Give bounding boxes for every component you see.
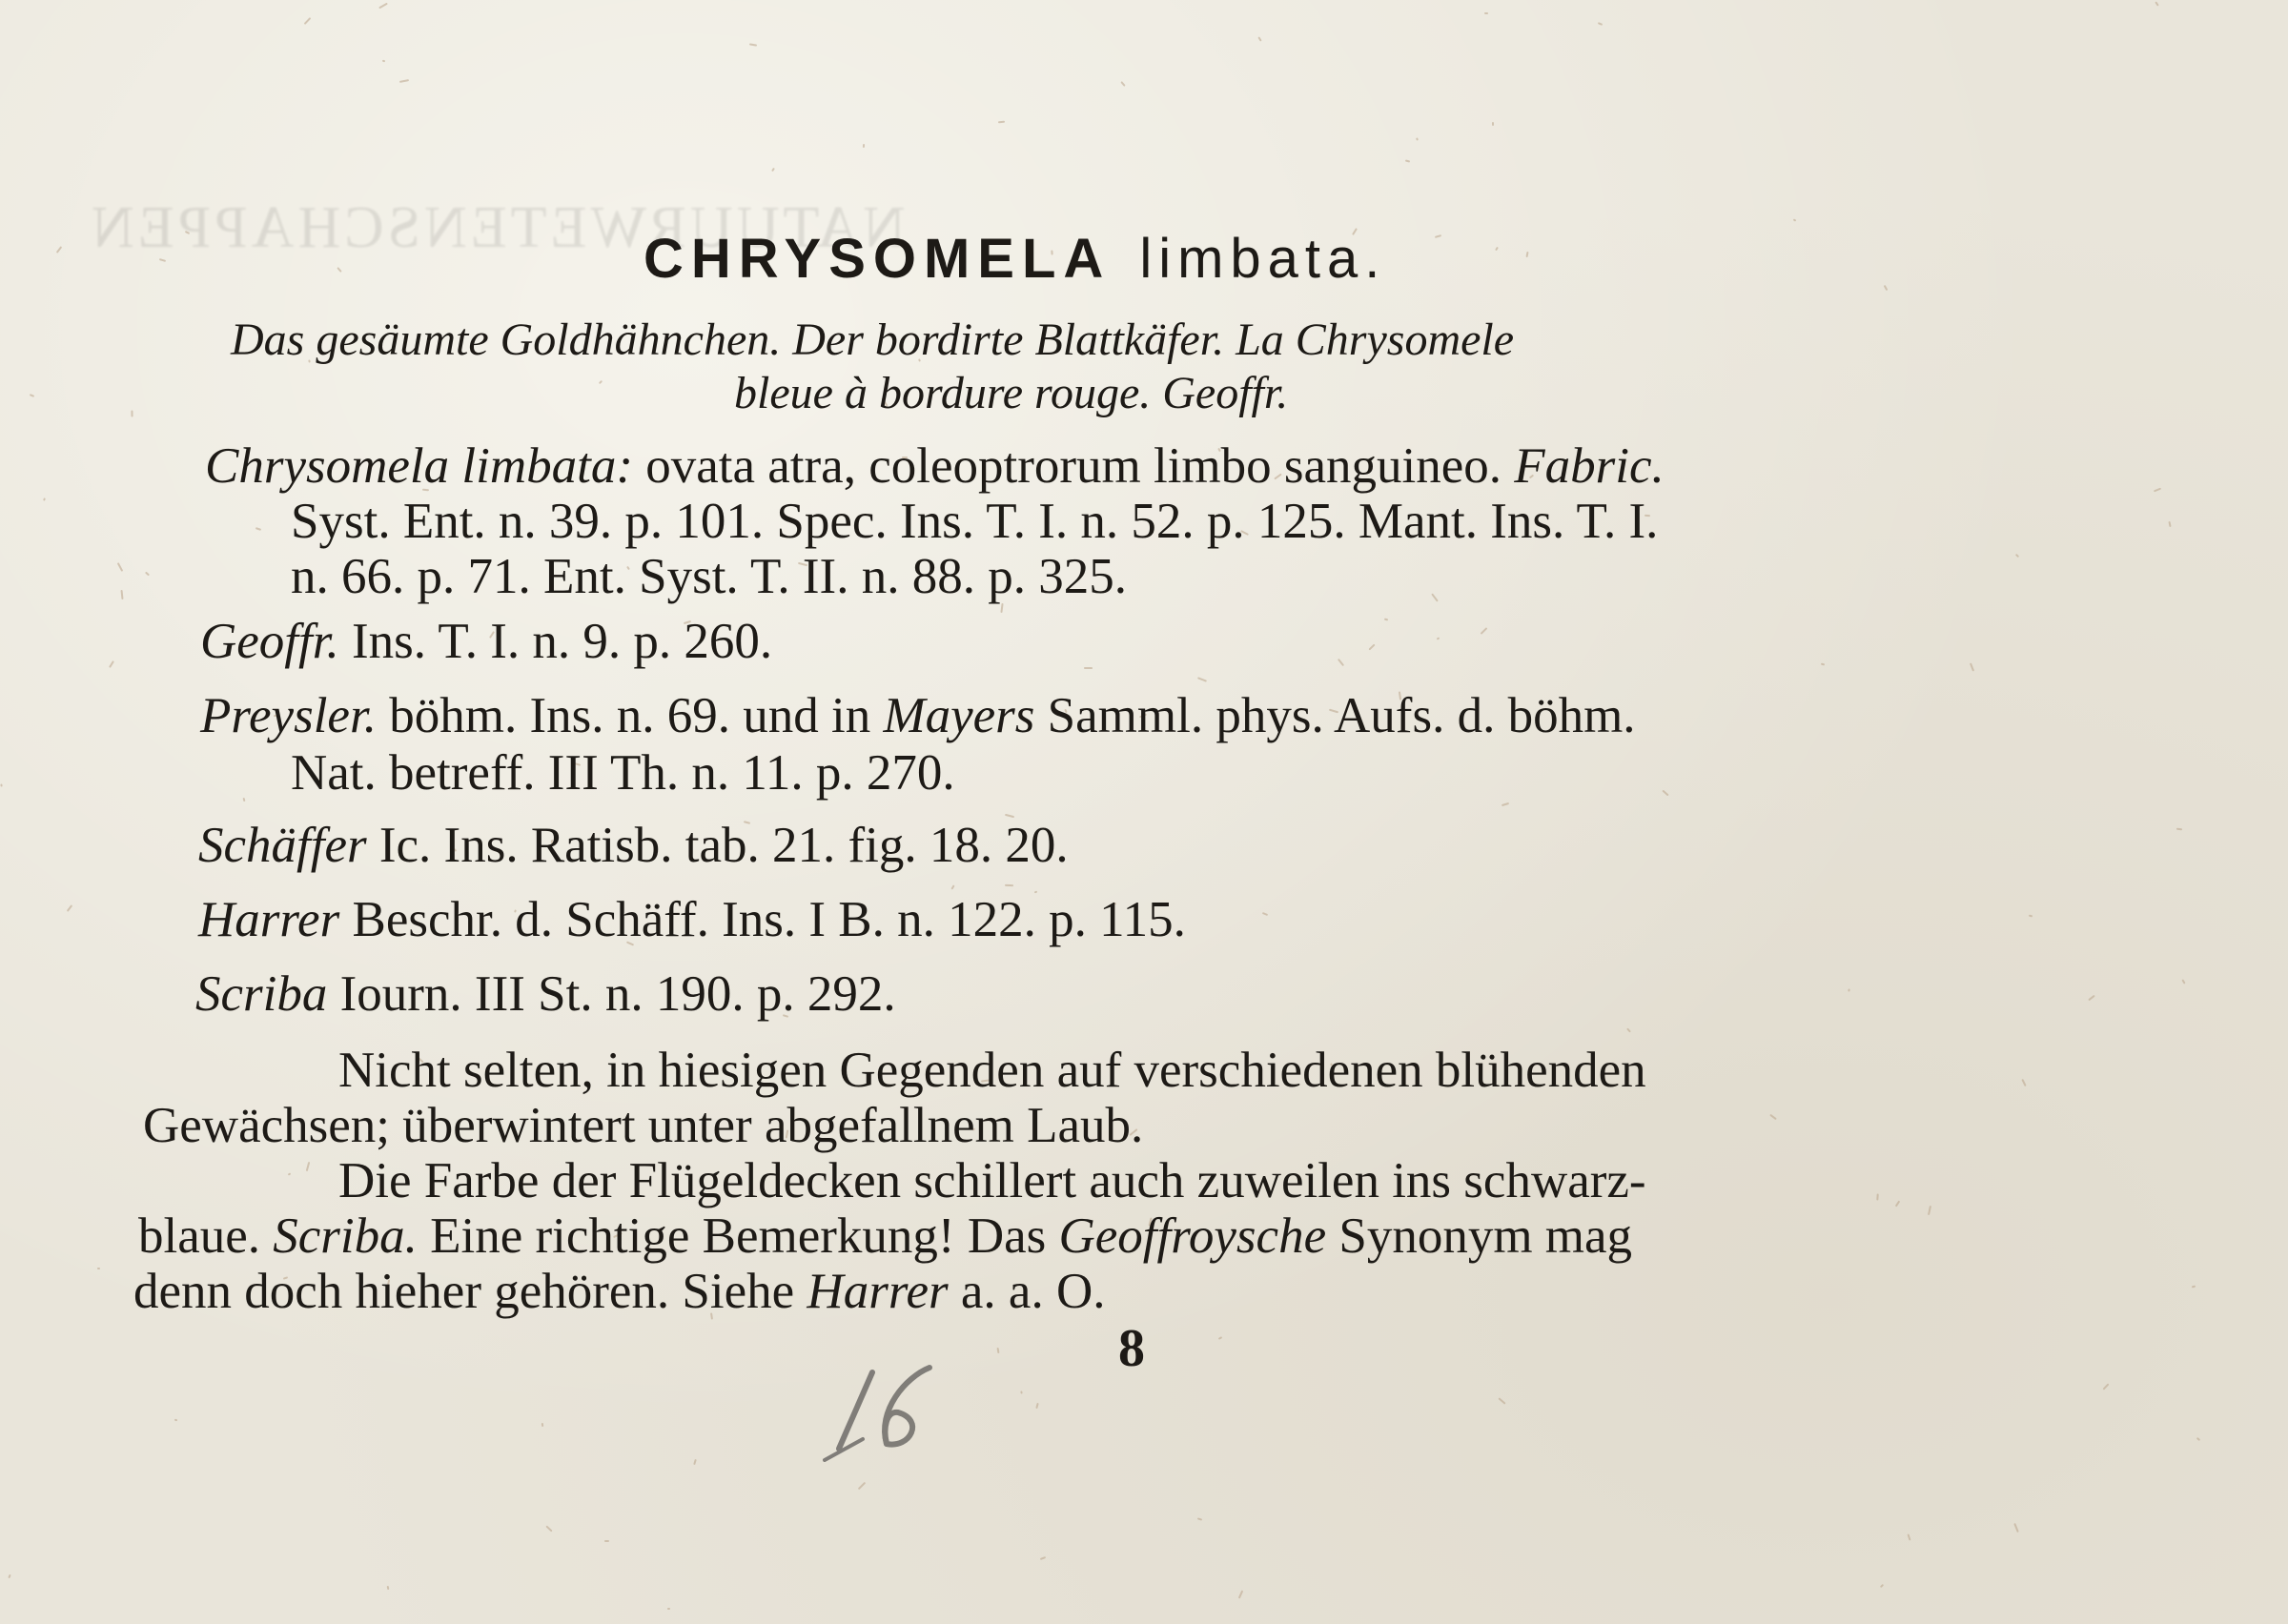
reference-author: Preysler. — [200, 688, 377, 743]
reference-schaeffer — [198, 816, 1069, 875]
body-text: a. a. O. — [960, 1264, 1106, 1319]
reference-scriba — [195, 964, 896, 1024]
common-names-line-2: bleue à bordure rouge. Geoffr. — [734, 368, 1289, 418]
reference-text: ovata atra, coleoptrorum limbo sanguineo. — [633, 438, 1502, 494]
reference-text: Beschr. d. Schäff. Ins. I B. n. 122. p. 115. — [339, 892, 1186, 947]
reference-harrer — [198, 890, 1186, 949]
body-paragraph-2-line-2 — [138, 1207, 1632, 1266]
body-text: Eine richtige Bemerkung! Das — [430, 1208, 1047, 1264]
body-author-geoffroy: Geoffroysche — [1058, 1208, 1327, 1264]
bleed-stamp-text: NATUURWETENSCHAPPEN — [88, 195, 906, 260]
reference-author: Geoffr. — [200, 614, 339, 669]
page-title — [644, 221, 1635, 297]
pencil-mark-stroke — [839, 1372, 872, 1449]
reference-fabricius-line-3: n. 66. p. 71. Ent. Syst. T. II. n. 88. p. 325. — [291, 549, 1127, 604]
body-author-harrer: Harrer — [807, 1264, 949, 1319]
body-text: Synonym mag — [1338, 1208, 1633, 1264]
body-text: denn doch hieher gehören. Siehe — [133, 1264, 795, 1319]
body-paragraph-1-line-2: Gewächsen; überwintert unter abgefallnem Laub. — [143, 1098, 1144, 1153]
reference-preysler-line-1 — [200, 686, 1636, 745]
reference-text-rest: Samml. phys. Aufs. d. böhm. — [1034, 688, 1636, 743]
reference-fabricius-line-1 — [205, 436, 1665, 496]
page-number: 8 — [1118, 1319, 1145, 1378]
reference-fabricius-line-2: Syst. Ent. n. 39. p. 101. Spec. Ins. T. I. n. 52. p. 125. Mant. Ins. T. I. — [291, 494, 1659, 549]
reference-preysler-line-2: Nat. betreff. III Th. n. 11. p. 270. — [291, 745, 955, 801]
reference-text: böhm. Ins. n. 69. und in — [376, 688, 884, 743]
reference-text: Ic. Ins. Ratisb. tab. 21. fig. 18. 20. — [366, 818, 1069, 873]
reference-text: Ins. T. I. n. 9. p. 260. — [338, 614, 773, 669]
body-paragraph-2-line-3 — [133, 1262, 1105, 1321]
reference-geoffroy — [200, 612, 772, 671]
reference-text: Iourn. III St. n. 190. p. 292. — [327, 966, 896, 1022]
reference-author-tail: Fabric. — [1502, 438, 1665, 494]
body-author-scriba: Scriba. — [273, 1208, 418, 1264]
reference-author: Scriba — [195, 966, 328, 1022]
reference-author: Chrysomela limbata: — [205, 438, 633, 494]
body-paragraph-2-line-1: Die Farbe der Flügeldecken schillert auch zuweilen ins schwarz- — [338, 1153, 1646, 1208]
title-genus: CHRYSOMELA — [644, 228, 1112, 290]
title-species: limbata. — [1139, 228, 1387, 290]
reference-author: Harrer — [198, 892, 340, 947]
reference-author-mayers: Mayers — [883, 688, 1035, 743]
pencil-mark-stroke — [885, 1368, 930, 1444]
reference-author: Schäffer — [198, 818, 367, 873]
pencil-mark-stroke — [886, 1412, 913, 1445]
body-paragraph-1-line-1: Nicht selten, in hiesigen Gegenden auf verschiedenen blühenden — [338, 1043, 1646, 1098]
pencil-mark — [820, 1353, 963, 1468]
common-names-line-1: Das gesäumte Goldhähnchen. Der bordirte Blattkäfer. La Chrysomele — [231, 315, 1515, 365]
body-text: blaue. — [138, 1208, 261, 1264]
pencil-mark-text: 16 — [963, 1468, 965, 1469]
